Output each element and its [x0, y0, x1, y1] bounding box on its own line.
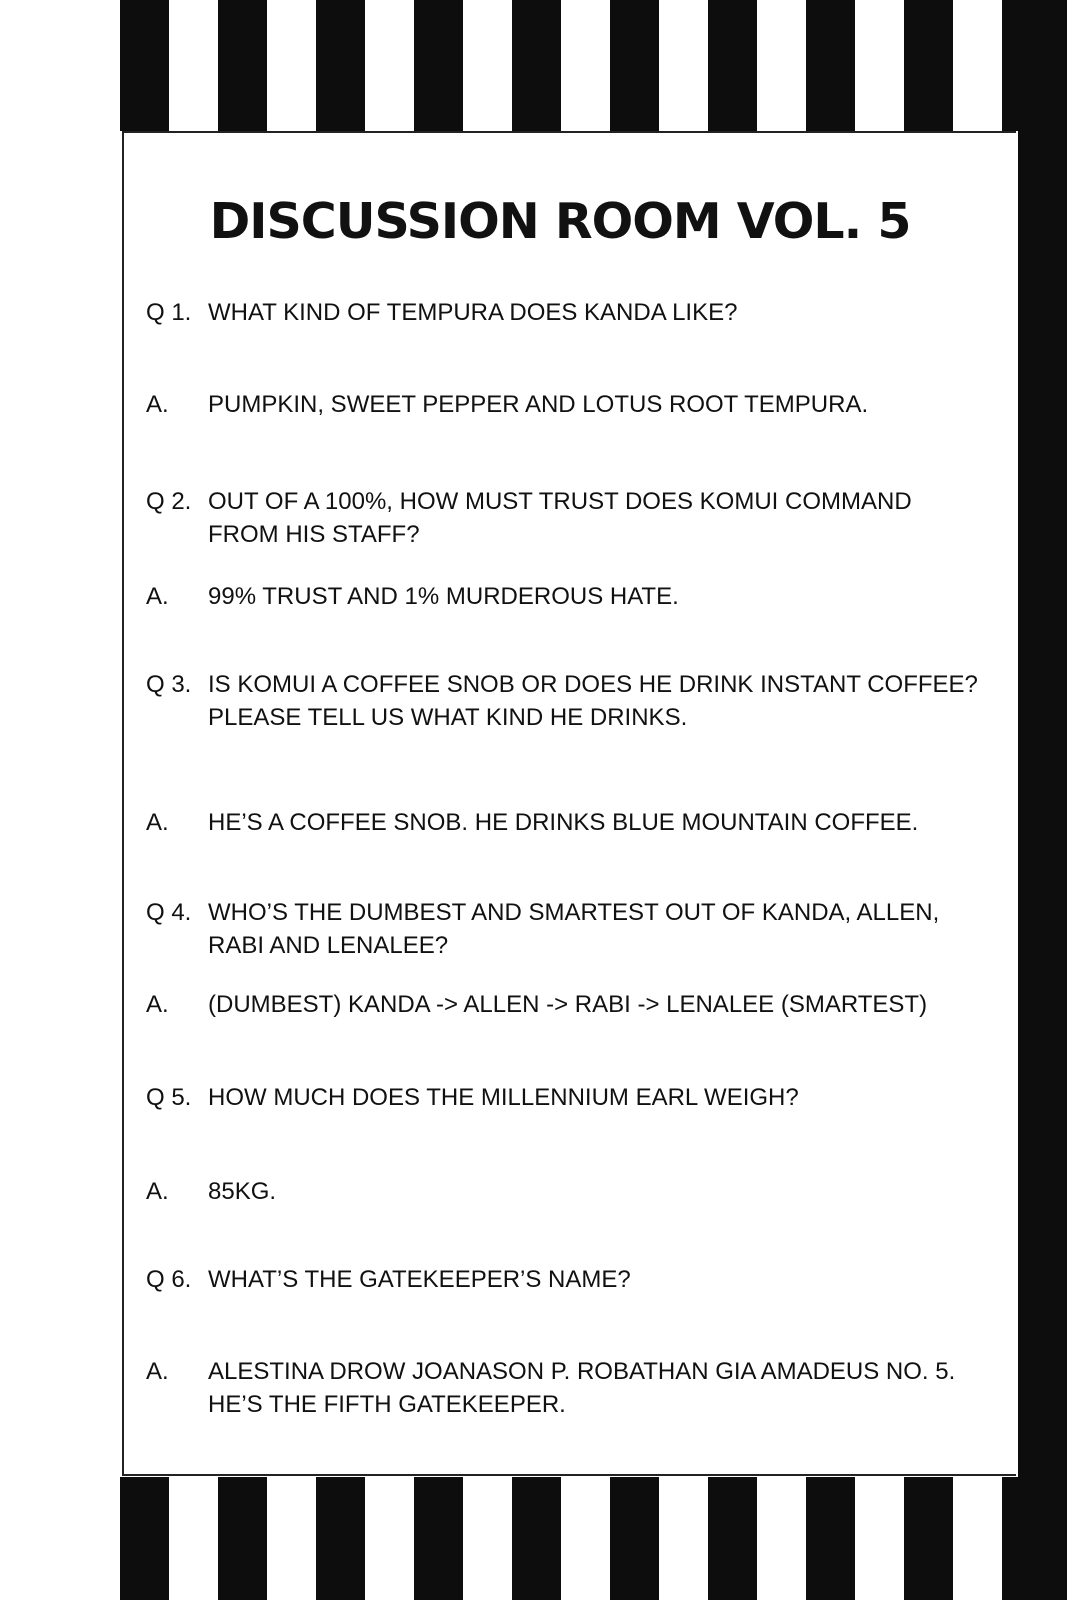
answer-text: ALESTINA DROW JOANASON P. ROBATHAN GIA AMADEUS NO. 5. HE’S THE FIFTH GATEKEEPER. — [208, 1358, 956, 1418]
bottom-stripe-band — [120, 1477, 1018, 1600]
answer-6 — [146, 1355, 955, 1421]
question-5 — [146, 1081, 799, 1114]
page-title: DISCUSSION ROOM VOL. 5 — [209, 193, 911, 250]
answer-text: PUMPKIN, SWEET PEPPER AND LOTUS ROOT TEMPURA. — [208, 391, 869, 418]
question-text: WHO’S THE DUMBEST AND SMARTEST OUT OF KANDA, ALLEN, RABI AND LENALEE? — [208, 899, 940, 959]
answer-text: HE’S A COFFEE SNOB. HE DRINKS BLUE MOUNTAIN COFFEE. — [208, 809, 919, 836]
question-text: WHAT KIND OF TEMPURA DOES KANDA LIKE? — [208, 299, 738, 326]
answer-label: A. — [146, 1178, 169, 1205]
answer-2 — [146, 580, 679, 613]
answer-label: A. — [146, 809, 169, 836]
question-label: Q 3. — [146, 671, 192, 698]
answer-4 — [146, 988, 927, 1021]
answer-label: A. — [146, 583, 169, 610]
answer-1 — [146, 388, 868, 421]
question-text: IS KOMUI A COFFEE SNOB OR DOES HE DRINK INSTANT COFFEE? PLEASE TELL US WHAT KIND HE DRINKS. — [208, 671, 978, 731]
answer-3 — [146, 806, 918, 839]
question-label: Q 4. — [146, 899, 192, 926]
question-3 — [146, 668, 978, 734]
question-text: WHAT’S THE GATEKEEPER’S NAME? — [208, 1266, 631, 1293]
question-label: Q 1. — [146, 299, 192, 326]
answer-label: A. — [146, 391, 169, 418]
question-2 — [146, 485, 912, 551]
question-6 — [146, 1263, 631, 1296]
top-stripe-band — [120, 0, 1018, 131]
question-label: Q 5. — [146, 1084, 192, 1111]
answer-text: 99% TRUST AND 1% MURDEROUS HATE. — [208, 583, 679, 610]
answer-text: 85KG. — [208, 1178, 277, 1205]
question-text: OUT OF A 100%, HOW MUST TRUST DOES KOMUI COMMAND FROM HIS STAFF? — [208, 488, 912, 548]
answer-label: A. — [146, 1358, 169, 1385]
question-label: Q 6. — [146, 1266, 192, 1293]
question-text: HOW MUCH DOES THE MILLENNIUM EARL WEIGH? — [208, 1084, 799, 1111]
answer-label: A. — [146, 991, 169, 1018]
question-1 — [146, 296, 737, 329]
answer-5 — [146, 1175, 276, 1208]
question-label: Q 2. — [146, 488, 192, 515]
question-4 — [146, 896, 939, 962]
answer-text: (DUMBEST) KANDA -> ALLEN -> RABI -> LENALEE (SMARTEST) — [208, 991, 928, 1018]
